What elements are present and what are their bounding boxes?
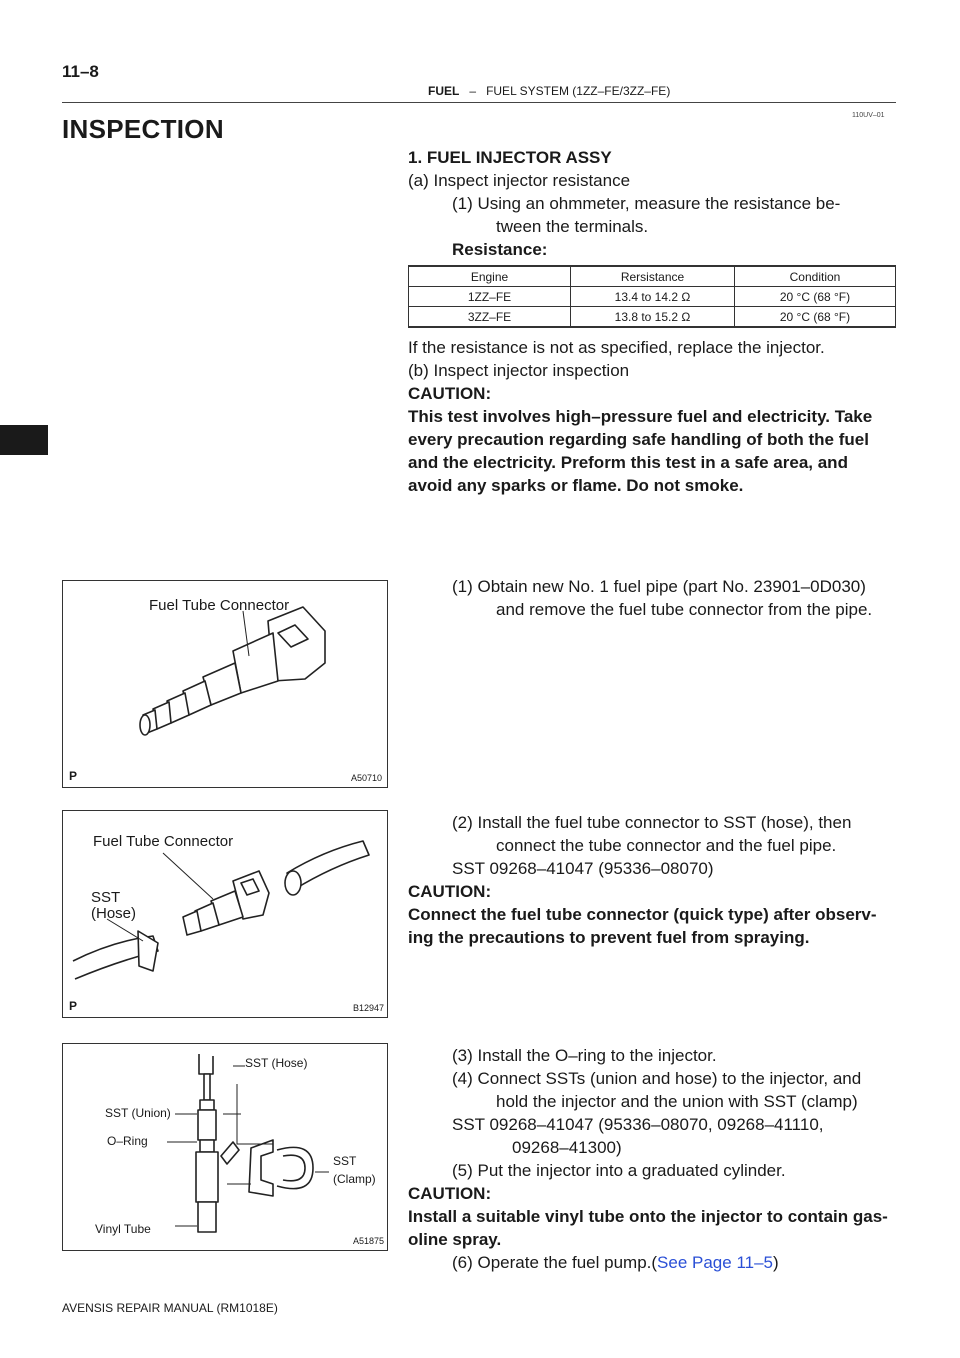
step-b: (b) Inspect injector inspection: [408, 361, 630, 380]
figure-label-vinyl-tube: Vinyl Tube: [95, 1222, 151, 1236]
step-4-sst-line1: SST 09268–41047 (95336–08070, 09268–41110,: [452, 1115, 824, 1134]
step-6-text: (6) Operate the fuel pump.(: [452, 1253, 658, 1272]
step-2-line1: (2) Install the fuel tube connector to SST (hose), then: [452, 813, 852, 832]
reference-code: 110UV–01: [852, 112, 885, 119]
header-dash: –: [469, 84, 477, 98]
step-1-obtain-line1: (1) Obtain new No. 1 fuel pipe (part No. 23901–0D030): [452, 577, 866, 596]
resistance-table: [408, 265, 896, 328]
caution-text: This test involves high–pressure fuel and electricity. Take: [408, 407, 873, 426]
step-4-sst-line2: 09268–41300): [512, 1138, 622, 1157]
table-row: [409, 307, 896, 328]
figure-label: Fuel Tube Connector: [93, 833, 234, 850]
figure-connector-sst-hose: [62, 810, 388, 1018]
step-6-suffix: ): [773, 1253, 779, 1272]
figure-label: Fuel Tube Connector: [149, 597, 290, 614]
figure-fuel-tube-connector: [62, 580, 388, 788]
see-page-link[interactable]: See Page 11–5: [657, 1253, 774, 1272]
step-4-line1: (4) Connect SSTs (union and hose) to the injector, and: [452, 1069, 862, 1088]
table-header-row: [409, 266, 896, 287]
figure-injector-sst-setup: [62, 1043, 388, 1251]
figure-label-o-ring: O–Ring: [107, 1134, 148, 1148]
caution-label: CAUTION:: [408, 1184, 492, 1203]
step-1-heading: 1. FUEL INJECTOR ASSY: [408, 148, 612, 167]
figure-p-mark: P: [69, 769, 78, 783]
figure-code: A51875: [353, 1236, 385, 1246]
table-cell: 20 °C (68 °F): [735, 307, 896, 328]
caution-label: CAUTION:: [408, 384, 492, 403]
page-number: 11–8: [62, 62, 99, 81]
table-header-cell: Condition: [735, 266, 896, 287]
figure-label-sst: SST: [333, 1154, 357, 1168]
step-3: (3) Install the O–ring to the injector.: [452, 1046, 717, 1065]
step-5: (5) Put the injector into a graduated cylinder.: [452, 1161, 786, 1180]
footer-manual-name: AVENSIS REPAIR MANUAL (RM1018E): [62, 1301, 278, 1315]
figure-code: A50710: [351, 773, 383, 783]
table-header-cell: Engine: [409, 266, 571, 287]
figure-hose-label: (Hose): [91, 905, 137, 922]
table-header-cell: Rersistance: [571, 266, 735, 287]
figure-code: B12947: [353, 1003, 385, 1013]
table-cell: 20 °C (68 °F): [735, 287, 896, 307]
caution-text: every precaution regarding safe handling of both the fuel: [408, 430, 869, 449]
step-1-obtain-line2: and remove the fuel tube connector from the pipe.: [496, 600, 873, 619]
step-a1-line2: tween the terminals.: [496, 217, 649, 236]
resistance-label: Resistance:: [452, 240, 548, 259]
header-rule: [62, 102, 896, 103]
table-cell: 1ZZ–FE: [409, 287, 571, 307]
figure-label-sst-hose: SST (Hose): [245, 1056, 308, 1070]
running-header: [428, 84, 670, 98]
step-a: (a) Inspect injector resistance: [408, 171, 631, 190]
section-tab-marker: [0, 425, 48, 455]
table-row: [409, 287, 896, 307]
caution-text: and the electricity. Preform this test in a safe area, and: [408, 453, 848, 472]
step-2-line2: connect the tube connector and the fuel pipe.: [496, 836, 837, 855]
caution-text: avoid any sparks or flame. Do not smoke.: [408, 476, 744, 495]
header-section: FUEL: [428, 84, 460, 98]
caution-text: oline spray.: [408, 1230, 502, 1249]
step-6: [452, 1251, 779, 1274]
step-4-line2: hold the injector and the union with SST (clamp): [496, 1092, 858, 1111]
table-cell: 3ZZ–FE: [409, 307, 571, 328]
figure-label-clamp: (Clamp): [333, 1172, 376, 1186]
caution-text: Connect the fuel tube connector (quick type) after observ-: [408, 905, 877, 924]
step-2-sst: SST 09268–41047 (95336–08070): [452, 859, 714, 878]
table-cell: 13.8 to 15.2 Ω: [571, 307, 735, 328]
page-title: INSPECTION: [62, 114, 224, 144]
replace-note: If the resistance is not as specified, replace the injector.: [408, 338, 825, 357]
step-a1-line1: (1) Using an ohmmeter, measure the resistance be-: [452, 194, 841, 213]
caution-label: CAUTION:: [408, 882, 492, 901]
caution-text: Install a suitable vinyl tube onto the injector to contain gas-: [408, 1207, 888, 1226]
caution-text: ing the precautions to prevent fuel from spraying.: [408, 928, 810, 947]
figure-label-sst-union: SST (Union): [105, 1106, 171, 1120]
table-cell: 13.4 to 14.2 Ω: [571, 287, 735, 307]
figure-p-mark: P: [69, 999, 78, 1013]
figure-sst-label: SST: [91, 889, 121, 906]
header-subsection: FUEL SYSTEM (1ZZ–FE/3ZZ–FE): [486, 84, 671, 98]
